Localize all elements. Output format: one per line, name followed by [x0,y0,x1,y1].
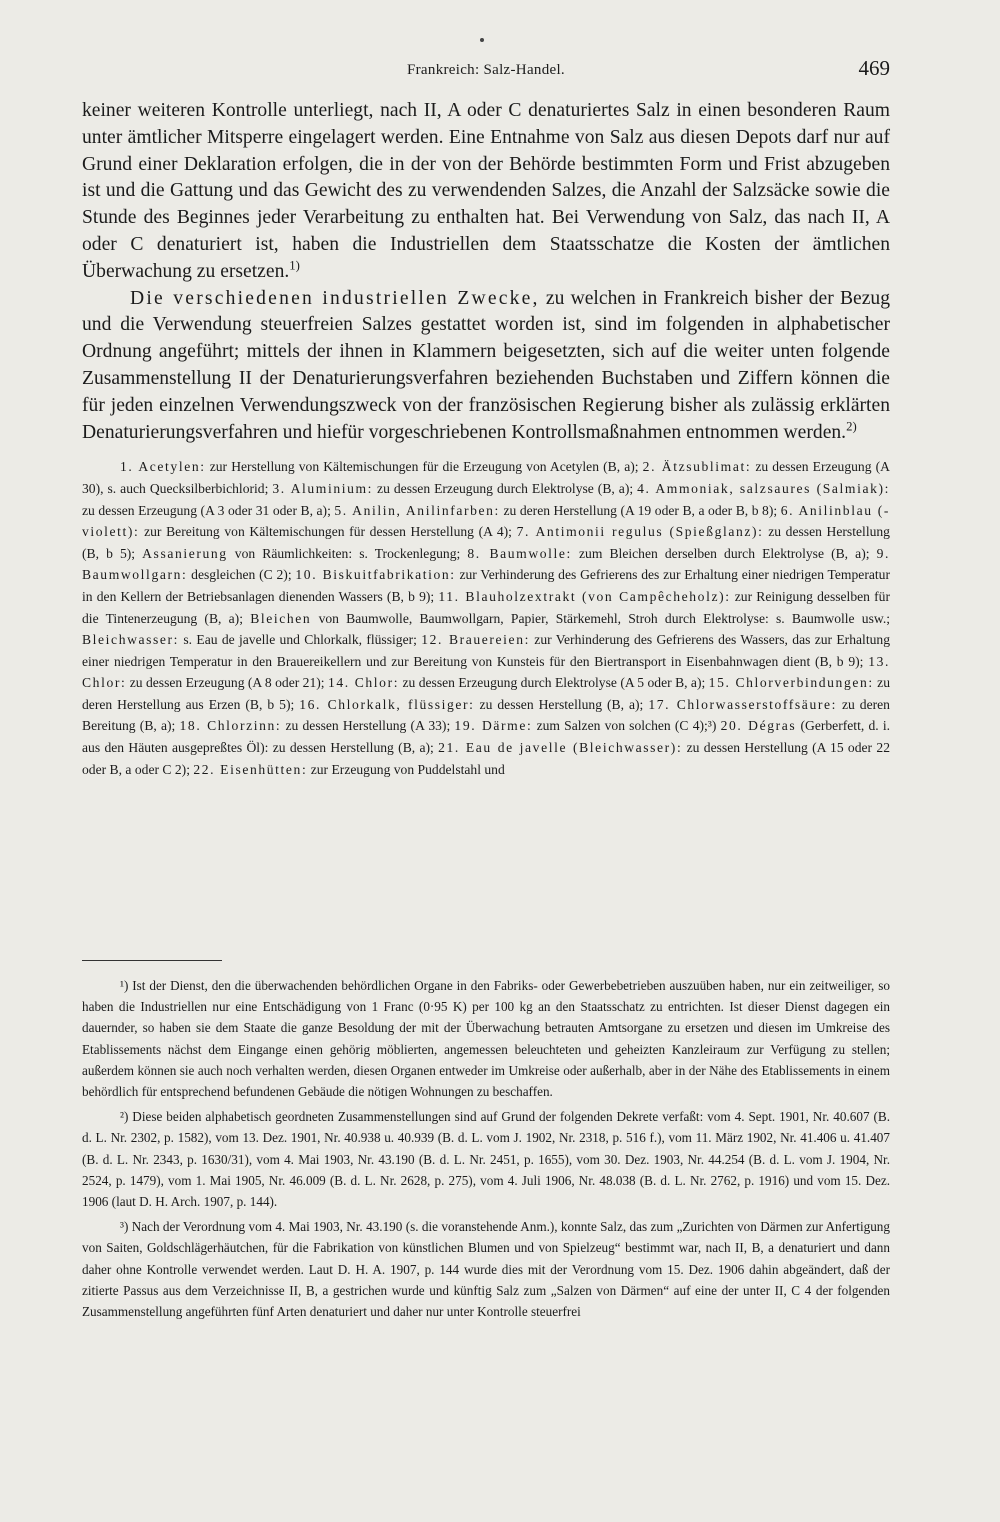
paragraph-1-text: keiner weiteren Kontrolle unterliegt, nach II, A oder C denaturiertes Salz in einen besonderen Raum unter ämtlicher Mitsperre eingelagert werden. Eine Entnahme von Salz aus diesen Depots darf nur auf Grund einer Deklaration erfolgen, die in der von der Behörde bestimmten Form und Frist abzugeben ist und die Gattung und das Gewicht des zu verwendenden Salzes, die Anzahl der Salzsäcke sowie die Stunde des Beginnes jeder Verarbeitung zu enthalten hat. Bei Verwendung von Salz, das nach II, A oder C denaturiert ist, haben die Industriellen dem Staatsschatze die Kosten der ämtlichen Überwachung zu ersetzen. [82,100,890,282]
footnotes [82,975,890,1326]
list-entry-keyword: 19. Därme: [454,718,533,734]
list-entry-keyword: 6. Anilinblau (-violett): [82,502,890,540]
list-entry-text: von Baumwolle, Baumwollgarn, Papier, Stärkemehl, Stroh durch Elektrolyse: s. Baumwolle usw.; [311,610,891,626]
main-text [82,98,890,780]
footnote-ref-1: 1) [289,258,300,273]
list-entry-text: zur Bereitung von Kältemischungen für dessen Herstellung (A 4); [139,524,517,540]
list-entry-text: zu deren Bereitung (B, a); [82,696,890,734]
list-entry-keyword: 10. Biskuitfabrikation: [295,567,456,583]
print-mark [480,38,484,42]
list-entry-keyword: 16. Chlorkalk, flüssiger: [299,696,475,712]
footnote-2: ²) Diese beiden alphabetisch geordneten Zusammenstellungen sind auf Grund der folgenden Dekrete verfaßt: vom 4. Sept. 1901, Nr. 40.607 (B. d. L. Nr. 2302, p. 1582), vom 13. Dez. 1901, Nr. 40.938 u. 40.939 (B. d. L. vom J. 1902, Nr. 2318, p. 516 f.), vom 11. März 1902, Nr. 41.406 u. 41.407 (B. d. L. Nr. 2343, p. 1630/31), vom 4. Mai 1903, Nr. 43.190 (B. d. L. Nr. 2451, p. 1655), vom 30. Dez. 1903, Nr. 44.254 (B. d. L. vom J. 1904, Nr. 2524, p. 1479), vom 1. Mai 1905, Nr. 46.009 (B. d. L. Nr. 2628, p. 275), vom 4. Juli 1906, Nr. 48.038 (B. d. L. Nr. 2762, p. 1916) und vom 15. Dez. 1906 (laut D. H. Arch. 1907, p. 144). [82,1109,890,1210]
footnote-divider [82,960,222,961]
list-entry-text: zur Reinigung desselben für die Tintenerzeugung (B, a); [82,588,890,626]
list-entry-text: zu dessen Herstellung (B, a); [474,696,649,712]
footnote-3: ³) Nach der Verordnung vom 4. Mai 1903, Nr. 43.190 (s. die voranstehende Anm.), konnte Salz, das zum „Zurichten von Därmen zur Anfertigung von Saiten, Goldschlägerhäutchen, für die Fabrikation von künstlichen Blumen und von Spielzeug“ bestimmt war, nach II, B, a denaturiert und dann daher ohne Kontrolle verwendet werden. Laut D. H. A. 1907, p. 144 wurde dies mit der Verordnung vom 15. Dez. 1906 dahin abgeändert, daß der zitierte Passus aus dem Verzeichnisse II, B, a gestrichen wurde und künftig Salz zum „Salzen von Därmen“ auf eine der unter II, C 4 der folgenden Zusammenstellung angeführten fünf Arten denaturiert und daher nur unter Kontrolle steuerfrei [82,1219,890,1320]
list-entry-keyword: 13. Chlor: [82,653,890,691]
list-entry-keyword: Bleichwasser: [82,632,180,648]
list-entry-text: zu dessen Erzeugung (A 30), s. auch Quecksilberbichlorid; [82,459,890,496]
paragraph-2-text: zu welchen in Frankreich bisher der Bezug und die Verwendung steuerfreien Salzes gestattet worden ist, sind im folgenden in alphabetischer Ordnung angeführt; mittels der ihnen in Klammern beigesetzten, sich auf die weiter unten folgende Zusammenstellung II der Denaturierungsverfahren beziehenden Buchstaben und Ziffern können die für jeden einzelnen Verwendungszweck von der französischen Regierung bisher als zulässig erklärten Denaturierungsverfahren und hiefür vorgeschriebenen Kontrollsmaßnahmen entnommen werden. [82,287,890,443]
list-entry-keyword: 1. Acetylen: [120,459,206,475]
list-entry-keyword: 11. Blauholzextrakt (von Campêcheholz): [438,588,731,604]
list-entry-text: zu dessen Herstellung (A 15 oder 22 oder B, a oder C 2); [82,740,891,777]
list-entry-text: zur Verhinderung des Gefrierens des zur Erhaltung einer niedrigen Temperatur in den Kellern der Betriebsanlagen dienenden Wassers (B, b 9); [82,567,890,604]
list-entry-text: (Gerberfett, d. i. aus den Häuten ausgepreßtes Öl): zu dessen Herstellung (B, a); [82,718,891,756]
list-entry-keyword: 14. Chlor: [327,675,400,691]
footnote-ref-2: 2) [846,419,857,434]
paragraph-1 [82,98,890,286]
page-header [82,52,890,92]
usage-list [82,456,890,780]
footnote-1: ¹) Ist der Dienst, den die überwachenden behördlichen Organe in den Fabriks- oder Gewerbebetrieben auszuüben haben, nur ein zeitweiliger, so haben die Industriellen nur eine Entschädigung von 1 Franc (0·95 K) per 100 kg an den Staatsschatz zu entrichten. Ist dieser Dienst dagegen ein dauernder, so haben sie dem Staate die ganze Besoldung der mit der Überwachung betrauten Amtsorgane zu ersetzen und diesen im Umkreise des Etablissements nächst dem Eingange einen gehörig möblierten, angemessen beleuchteten und geheizten Kanzleiraum zur Verfügung zu stellen; außerdem können sie auch noch verhalten werden, diesen Organen entweder im Umkreise oder außerhalb, aber in der Nähe des Etablissements in einem behördlich für entsprechend befundenen Gebäude die nötigen Wohnungen zu beschaffen. [82,978,890,1100]
list-entry-keyword: 18. Chlorzinn: [179,718,282,734]
list-entry-keyword: 12. Brauereien: [421,632,530,648]
list-entry-keyword: 4. Ammoniak, salzsaures (Salmiak): [637,480,890,496]
list-entry-text: zu dessen Herstellung (B, b 5); [82,524,890,561]
list-entry-keyword: 17. Chlorwasserstoffsäure: [648,696,837,712]
list-entry-text: zum Bleichen derselben durch Elektrolyse (B, a); [571,545,877,561]
list-entry-text: zur Erzeugung von Puddelstahl und [307,761,505,777]
list-entry-keyword: 21. Eau de javelle (Bleichwasser): [438,740,683,756]
list-entry-keyword: 9. Baumwollgarn: [82,545,890,583]
list-entry-text: zu dessen Erzeugung durch Elektrolyse (B, a); [373,480,638,496]
list-entry-keyword: Bleichen [250,610,312,626]
list-entry-keyword: 22. Eisenhütten: [193,761,308,777]
list-entry-text: zu dessen Erzeugung durch Elektrolyse (A 5 oder B, a); [399,675,709,691]
page-number: 469 [858,56,890,80]
list-entry-text: zur Verhinderung des Gefrierens des Wassers, das zur Erhaltung einer niedrigen Temperatur in den Brauereikellern und zur Bereitung von Kunsteis für den Biertransport in Eisenbahnwagen dient (B, b 9); [82,632,890,669]
list-entry-text: zu dessen Erzeugung (A 8 oder 21); [126,675,328,691]
list-entry-keyword: 8. Baumwolle: [467,545,572,561]
list-entry-text: zu deren Herstellung (A 19 oder B, a oder B, b 8); [499,502,781,518]
list-entry-keyword: 2. Ätzsublimat: [642,459,752,475]
list-entry-keyword: 7. Antimonii regulus (Spießglanz): [516,524,764,540]
list-entry-keyword: 20. Dégras [720,718,797,734]
list-entry-text: zur Herstellung von Kältemischungen für die Erzeugung von Acetylen (B, a); [205,459,643,475]
list-entry-text: zu deren Herstellung aus Erzen (B, b 5); [82,675,890,712]
list-entry-text: zum Salzen von solchen (C 4);³) [532,718,721,734]
list-entry-text: zu dessen Herstellung (A 33); [281,718,455,734]
running-title: Frankreich: Salz-Handel. [407,62,565,78]
list-entry-keyword: 15. Chlorverbindungen: [708,675,874,691]
list-entry-keyword: 5. Anilin, Anilinfarben: [334,502,500,518]
list-entry-keyword: Assanierung [142,545,228,561]
list-entry-text: desgleichen (C 2); [187,567,296,583]
paragraph-2 [82,286,890,447]
list-entry-text: s. Eau de javelle und Chlorkalk, flüssiger; [179,632,422,648]
list-entry-keyword: 3. Aluminium: [272,480,374,496]
paragraph-2-lead: Die verschiedenen industriellen Zwecke, [130,287,540,309]
list-entry-text: von Räumlichkeiten: s. Trockenlegung; [227,545,468,561]
list-entry-text: zu dessen Erzeugung (A 3 oder 31 oder B, a); [82,502,335,518]
